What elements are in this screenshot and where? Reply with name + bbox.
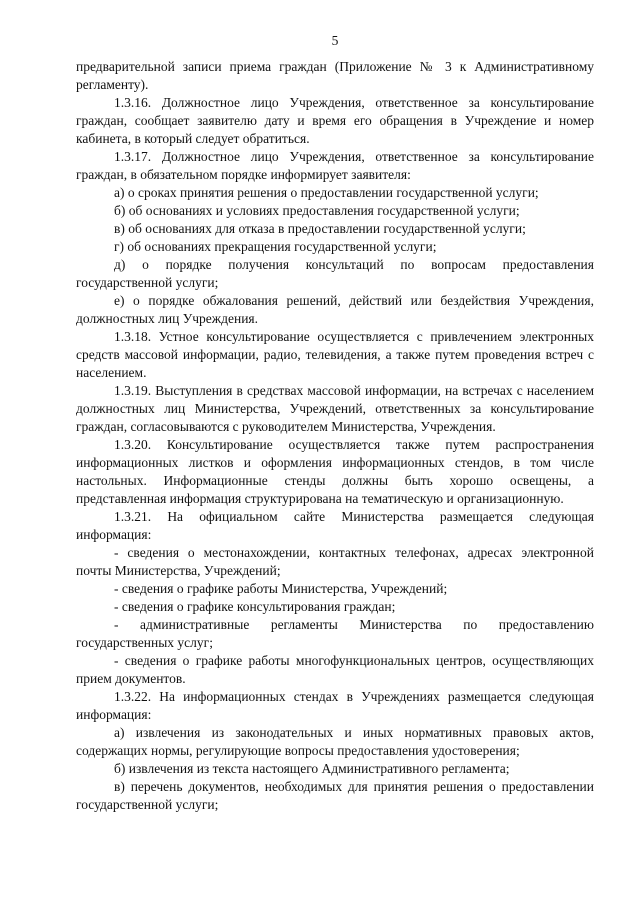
paragraph: а) извлечения из законодательных и иных нормативных правовых актов, содержащих нормы, регулирующие вопросы предоставления удостоверения;: [76, 725, 594, 758]
paragraph: д) о порядке получения консультаций по вопросам предоставления государственной услуги;: [76, 257, 594, 290]
paragraph: 1.3.17. Должностное лицо Учреждения, ответственное за консультирование граждан, в обязательном порядке информирует заявителя:: [76, 149, 594, 182]
paragraph: г) об основаниях прекращения государственной услуги;: [114, 239, 437, 254]
paragraph: предварительной записи приема граждан (Приложение № 3 к Административному регламенту).: [76, 59, 594, 92]
paragraph: - сведения о графике консультирования граждан;: [114, 599, 396, 614]
document-body: [76, 58, 594, 814]
paragraph: 1.3.19. Выступления в средствах массовой информации, на встречах с населением должностных лиц Министерства, Учреждений, ответственных за консультирование граждан, согласовываются с руководителем Министерства, Учреждения.: [76, 383, 594, 434]
paragraph: е) о порядке обжалования решений, действий или бездействия Учреждения, должностных лиц Учреждения.: [76, 293, 594, 326]
paragraph: в) перечень документов, необходимых для принятия решения о предоставлении государственной услуги;: [76, 779, 594, 812]
paragraph: в) об основаниях для отказа в предоставлении государственной услуги;: [114, 221, 526, 236]
paragraph: 1.3.20. Консультирование осуществляется также путем распространения информационных листков и оформления информационных стендов, в том числе настольных. Информационные стенды должны быть хорошо освещены, а представленная информация структурирована на тематическую и организационную.: [76, 437, 594, 506]
paragraph: - сведения о графике работы Министерства, Учреждений;: [114, 581, 448, 596]
paragraph: - административные регламенты Министерства по предоставлению государственных услуг;: [76, 617, 594, 650]
paragraph: 1.3.22. На информационных стендах в Учреждениях размещается следующая информация:: [76, 689, 594, 722]
paragraph: б) извлечения из текста настоящего Административного регламента;: [114, 761, 510, 776]
paragraph: 1.3.16. Должностное лицо Учреждения, ответственное за консультирование граждан, сообщает заявителю дату и время его обращения в Учреждение и номер кабинета, в который следует обратиться.: [76, 95, 594, 146]
paragraph: 1.3.18. Устное консультирование осуществляется с привлечением электронных средств массовой информации, радио, телевидения, а также путем проведения встреч с населением.: [76, 329, 594, 380]
paragraph: - сведения о местонахождении, контактных телефонах, адресах электронной почты Министерства, Учреждений;: [76, 545, 594, 578]
document-page: [76, 32, 594, 814]
paragraph: 1.3.21. На официальном сайте Министерства размещается следующая информация:: [76, 509, 594, 542]
page-number: 5: [331, 33, 339, 48]
paragraph: б) об основаниях и условиях предоставления государственной услуги;: [114, 203, 520, 218]
paragraph: а) о сроках принятия решения о предоставлении государственной услуги;: [114, 185, 539, 200]
paragraph: - сведения о графике работы многофункциональных центров, осуществляющих прием документов.: [76, 653, 594, 686]
